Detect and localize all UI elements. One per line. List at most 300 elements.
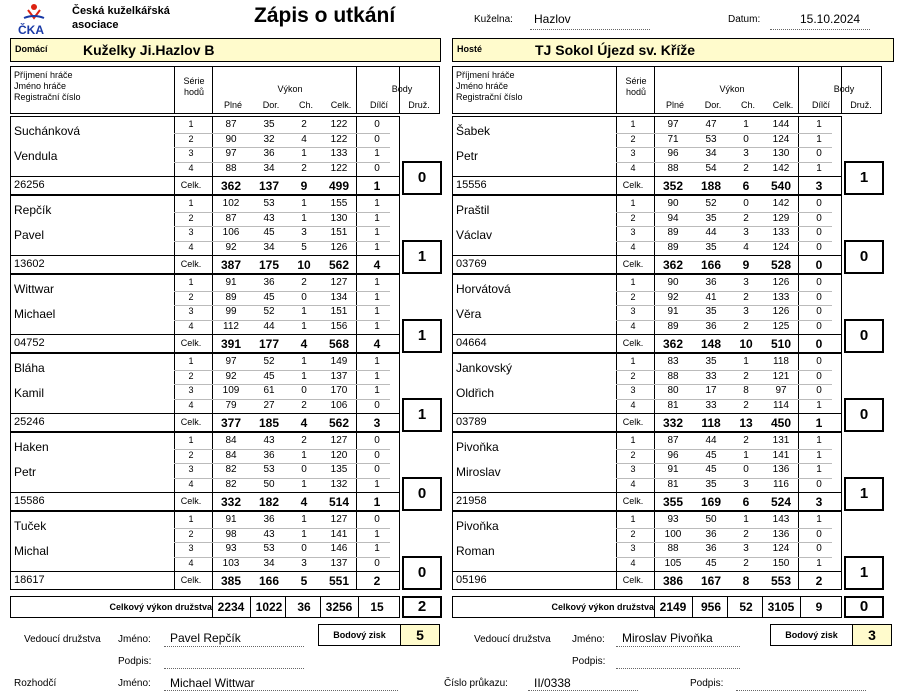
cka-logo	[14, 2, 66, 36]
home-col-celk: Celk.	[330, 100, 352, 110]
home-series-num: 1	[188, 356, 194, 366]
home-vsep	[174, 353, 175, 432]
home-cell-dor: 35	[263, 119, 275, 130]
home-cell-ch: 1	[301, 198, 307, 209]
guest-cell-plne: 88	[667, 162, 679, 174]
guest-cell-dor: 33	[705, 370, 717, 382]
home-cell-celk: 155	[330, 198, 348, 209]
home-vsep	[212, 511, 213, 590]
guest-col-player-line: Registrační číslo	[456, 92, 523, 102]
home-series-num: 1	[188, 277, 194, 287]
guest-sum-celk: 553	[770, 574, 792, 588]
home-vsep	[250, 596, 251, 618]
guest-cell-dor: 17	[705, 385, 717, 396]
home-vsep	[212, 116, 213, 195]
home-cell-plne: 92	[225, 370, 237, 382]
home-series-num: 4	[188, 320, 194, 331]
guest-team-points: 0	[844, 398, 884, 432]
guest-series-num: 3	[630, 464, 636, 474]
guest-sum-celk: 524	[770, 495, 792, 509]
home-cell-dor: 45	[263, 291, 275, 303]
home-series-num: 2	[188, 291, 194, 302]
guest-cell-celk: 118	[773, 356, 789, 367]
home-series-num: 4	[188, 241, 194, 252]
home-sum-dor: 175	[258, 258, 280, 272]
home-cell-plne: 103	[222, 557, 240, 569]
guest-col-ch: Ch.	[740, 100, 755, 110]
home-cell-ch: 1	[301, 514, 307, 525]
guest-cell-plne: 83	[667, 356, 679, 367]
guest-sum-label: Celk.	[622, 180, 644, 190]
home-series-num: 4	[188, 478, 194, 489]
guest-cell-dil: 0	[816, 198, 822, 209]
referee-name-label: Jméno:	[118, 678, 151, 689]
home-cell-celk: 146	[330, 543, 348, 554]
guest-cell-dil: 0	[816, 241, 822, 253]
home-player-reg: 04752	[14, 337, 45, 349]
guest-cell-plne: 87	[667, 435, 679, 446]
guest-player-first-name: Oldřich	[456, 386, 495, 400]
guest-col-plne: Plné	[665, 100, 684, 110]
home-cell-celk: 127	[330, 514, 348, 525]
guest-sum-dor: 148	[700, 337, 722, 351]
guest-cell-dor: 36	[705, 528, 717, 540]
guest-name-label: Jméno:	[572, 634, 605, 645]
guest-series-num: 4	[630, 557, 636, 568]
home-sign-label: Podpis:	[118, 656, 152, 667]
guest-vsep	[654, 596, 655, 618]
guest-sum-celk: 510	[770, 337, 792, 351]
home-series-num: 1	[188, 435, 194, 445]
home-cell-ch: 1	[301, 478, 307, 490]
guest-cell-plne: 96	[667, 449, 679, 461]
home-sum-ch: 10	[297, 258, 311, 272]
home-player-first-name: Kamil	[14, 386, 45, 400]
guest-cell-dil: 0	[816, 370, 822, 382]
home-cell-celk: 127	[330, 435, 348, 446]
home-sum-plne: 385	[220, 574, 242, 588]
guest-leader-label: Vedoucí družstva	[474, 634, 551, 645]
home-cell-dor: 45	[263, 227, 275, 238]
guest-sum-label: Celk.	[622, 575, 644, 585]
guest-cell-celk: 133	[772, 291, 790, 303]
home-vsep	[212, 596, 213, 618]
guest-cell-ch: 2	[743, 291, 749, 303]
guest-cell-plne: 88	[667, 543, 679, 554]
home-vsep	[212, 432, 213, 511]
guest-team-bar: Hosté TJ Sokol Újezd sv. Kříže	[452, 38, 894, 62]
home-sum-label: Celk.	[180, 575, 202, 585]
home-sum-plne: 391	[220, 337, 242, 351]
home-vsep	[174, 511, 175, 590]
home-cell-ch: 2	[301, 162, 307, 174]
guest-cell-celk: 136	[772, 528, 790, 540]
guest-cell-ch: 3	[743, 227, 749, 238]
guest-col-dor: Dor.	[704, 100, 722, 110]
home-sum-ch: 9	[300, 179, 308, 193]
guest-cell-dil: 1	[816, 119, 822, 130]
home-total-celk: 3256	[325, 600, 353, 614]
guest-cell-plne: 93	[667, 514, 679, 525]
home-sum-plne: 332	[220, 495, 242, 509]
home-vsep	[174, 66, 175, 114]
home-cell-dil: 1	[374, 306, 380, 317]
guest-vsep	[616, 116, 617, 195]
home-cell-dil: 0	[374, 449, 380, 461]
home-cell-plne: 112	[223, 320, 239, 332]
home-sum-ch: 4	[300, 337, 308, 351]
guest-sum-dil: 2	[815, 574, 823, 588]
guest-sum-line	[452, 255, 842, 256]
guest-cell-dil: 1	[816, 514, 822, 525]
home-cell-ch: 1	[301, 148, 307, 159]
guest-cell-celk: 142	[772, 162, 790, 174]
guest-sum-ch: 8	[742, 574, 750, 588]
page-title: Zápis o utkání	[254, 4, 396, 27]
guest-cell-plne: 92	[667, 291, 679, 303]
guest-col-player	[456, 70, 523, 103]
home-cell-dor: 36	[263, 148, 275, 159]
home-cell-plne: 91	[225, 514, 237, 525]
guest-vsep	[654, 274, 655, 353]
guest-sum-ch: 13	[739, 416, 753, 430]
guest-series-num: 3	[630, 306, 636, 316]
home-cell-ch: 0	[301, 543, 307, 554]
guest-total-plne: 2149	[659, 600, 687, 614]
guest-cell-ch: 0	[743, 198, 749, 209]
home-sum-celk: 551	[328, 574, 350, 588]
guest-player-reg: 05196	[456, 574, 487, 586]
home-sum-label: Celk.	[180, 338, 202, 348]
guest-col-player-line: Jméno hráče	[456, 81, 509, 91]
home-team-name: Kuželky Ji.Hazlov B	[83, 42, 215, 58]
home-cell-dil: 1	[374, 291, 380, 303]
guest-player-surname: Šabek	[456, 124, 491, 138]
home-team-points: 1	[402, 319, 442, 353]
home-leader-label: Vedoucí družstva	[24, 634, 101, 645]
guest-series-num: 2	[630, 449, 636, 460]
guest-cell-celk: 124	[772, 241, 790, 253]
home-gain-value: 5	[416, 627, 424, 643]
guest-total-dil: 9	[815, 600, 823, 614]
guest-vsep	[800, 596, 801, 618]
guest-vsep	[798, 274, 799, 353]
guest-cell-ch: 1	[743, 514, 749, 525]
guest-cell-ch: 0	[743, 133, 749, 145]
guest-cell-dil: 1	[816, 435, 822, 446]
guest-sum-plne: 332	[662, 416, 684, 430]
guest-vsep	[798, 511, 799, 590]
home-cell-dil: 1	[374, 198, 380, 209]
guest-total-team-points: 0	[844, 596, 884, 618]
home-sum-label: Celk.	[180, 417, 202, 427]
guest-cell-dor: 50	[705, 514, 717, 525]
home-cell-celk: 151	[330, 227, 348, 238]
guest-series-num: 1	[630, 119, 636, 129]
home-leader-name: Pavel Repčík	[170, 631, 241, 645]
guest-cell-celk: 126	[772, 306, 790, 317]
home-cell-ch: 1	[301, 370, 307, 382]
home-cell-dor: 36	[263, 277, 275, 288]
guest-cell-celk: 150	[772, 557, 790, 569]
home-cell-plne: 82	[225, 478, 237, 490]
guest-sum-ch: 10	[739, 337, 753, 351]
guest-sum-line	[452, 413, 842, 414]
home-cell-dor: 52	[263, 306, 275, 317]
home-series-num: 1	[188, 198, 194, 208]
home-total-plne: 2234	[217, 600, 245, 614]
guest-sum-plne: 362	[662, 258, 684, 272]
home-series-num: 4	[188, 557, 194, 568]
home-cell-celk: 122	[330, 162, 348, 174]
guest-cell-dil: 0	[816, 291, 822, 303]
home-cell-celk: 133	[330, 148, 348, 159]
home-vsep	[356, 274, 357, 353]
guest-cell-dil: 1	[816, 449, 822, 461]
home-series-num: 3	[188, 464, 194, 474]
home-player-first-name: Vendula	[14, 149, 58, 163]
home-cell-dil: 1	[374, 370, 380, 382]
home-series-num: 1	[188, 119, 194, 129]
guest-cell-dil: 0	[816, 212, 822, 224]
home-cell-dor: 27	[263, 399, 275, 411]
home-cell-dor: 34	[263, 557, 275, 569]
guest-cell-plne: 89	[667, 227, 679, 238]
guest-cell-dil: 0	[816, 227, 822, 238]
home-team-bar: Domácí Kuželky Ji.Hazlov B	[10, 38, 441, 62]
guest-series-num: 4	[630, 162, 636, 173]
home-cell-celk: 127	[330, 277, 348, 288]
home-team-points: 0	[402, 556, 442, 590]
home-player-surname: Tuček	[14, 519, 47, 533]
guest-sum-line	[452, 334, 842, 335]
guest-player-surname: Horvátová	[456, 282, 511, 296]
guest-gain-value: 3	[868, 627, 876, 643]
guest-vsep	[654, 511, 655, 590]
guest-sum-celk: 540	[770, 179, 792, 193]
guest-cell-celk: 124	[772, 543, 790, 554]
home-cell-plne: 91	[225, 277, 237, 288]
home-team-points: 1	[402, 398, 442, 432]
home-sum-celk: 562	[328, 416, 350, 430]
date-label: Datum:	[728, 14, 761, 25]
home-col-druz: Druž.	[408, 100, 430, 110]
guest-sum-line	[452, 492, 842, 493]
guest-vsep	[654, 116, 655, 195]
home-sum-label: Celk.	[180, 180, 202, 190]
home-cell-ch: 1	[301, 528, 307, 540]
guest-cell-dil: 0	[816, 306, 822, 317]
guest-cell-dil: 0	[816, 356, 822, 367]
home-sum-dil: 2	[373, 574, 381, 588]
guest-sum-dil: 0	[815, 337, 823, 351]
home-cell-ch: 4	[301, 133, 307, 145]
home-vsep	[356, 195, 357, 274]
home-player-reg: 26256	[14, 179, 45, 191]
guest-cell-dor: 45	[705, 449, 717, 461]
home-player-reg: 25246	[14, 416, 45, 428]
home-col-points: Body	[391, 84, 413, 94]
guest-series-num: 4	[630, 320, 636, 331]
guest-cell-ch: 3	[743, 148, 749, 159]
home-sum-dor: 166	[258, 574, 280, 588]
guest-player-first-name: Petr	[456, 149, 479, 163]
home-series-num: 2	[188, 133, 194, 144]
home-sum-dil: 4	[373, 258, 381, 272]
guest-cell-celk: 142	[772, 198, 790, 209]
home-cell-plne: 97	[225, 148, 237, 159]
guest-series-num: 1	[630, 435, 636, 445]
guest-cell-ch: 2	[743, 212, 749, 224]
home-sum-ch: 4	[300, 495, 308, 509]
home-player-reg: 13602	[14, 258, 45, 270]
guest-vsep	[762, 596, 763, 618]
home-cell-plne: 102	[222, 198, 240, 209]
home-col-dil: Dílčí	[370, 100, 388, 110]
guest-cell-dor: 45	[705, 557, 717, 569]
home-cell-celk: 141	[330, 528, 348, 540]
home-player-reg: 18617	[14, 574, 45, 586]
guest-player-first-name: Václav	[456, 228, 493, 242]
guest-sum-dil: 3	[815, 179, 823, 193]
home-player-first-name: Michael	[14, 307, 56, 321]
guest-player-reg: 03789	[456, 416, 487, 428]
home-cell-dor: 50	[263, 478, 275, 490]
guest-cell-dor: 33	[705, 399, 717, 411]
referee-name: Michael Wittwar	[170, 676, 255, 690]
guest-cell-celk: 136	[772, 464, 790, 475]
guest-cell-plne: 91	[667, 464, 679, 475]
home-series-num: 2	[188, 528, 194, 539]
guest-sum-dil: 1	[815, 416, 823, 430]
guest-player-surname: Pivoňka	[456, 519, 499, 533]
home-cell-dor: 36	[263, 514, 275, 525]
home-series-num: 4	[188, 162, 194, 173]
home-vsep	[174, 432, 175, 511]
home-sum-dil: 1	[373, 179, 381, 193]
home-cell-dor: 34	[263, 162, 275, 174]
guest-cell-dil: 1	[816, 162, 822, 174]
guest-cell-plne: 81	[667, 478, 679, 490]
guest-cell-celk: 133	[772, 227, 790, 238]
guest-cell-dil: 1	[816, 399, 822, 411]
guest-series-num: 1	[630, 198, 636, 208]
home-cell-celk: 170	[330, 385, 348, 396]
home-vsep	[356, 353, 357, 432]
home-total-label: Celkový výkon družstva	[109, 602, 212, 612]
guest-cell-plne: 94	[667, 212, 679, 224]
guest-vsep	[616, 353, 617, 432]
home-vsep	[356, 432, 357, 511]
guest-cell-ch: 3	[743, 543, 749, 554]
home-sum-dor: 137	[258, 179, 280, 193]
home-sum-dor: 182	[258, 495, 280, 509]
guest-vsep	[616, 195, 617, 274]
guest-sum-dil: 0	[815, 258, 823, 272]
guest-vsep	[616, 274, 617, 353]
home-cell-dil: 1	[374, 528, 380, 540]
guest-cell-plne: 96	[667, 148, 679, 159]
home-team-points: 1	[402, 240, 442, 274]
guest-cell-celk: 121	[772, 370, 790, 382]
referee-label: Rozhodčí	[14, 678, 57, 689]
alley-label: Kuželna:	[474, 14, 513, 25]
home-cell-ch: 1	[301, 449, 307, 461]
guest-cell-celk: 124	[772, 133, 790, 145]
guest-cell-plne: 100	[664, 528, 682, 540]
guest-series-num: 4	[630, 241, 636, 252]
guest-cell-dor: 47	[705, 119, 717, 130]
home-player-surname: Suchánková	[14, 124, 81, 138]
home-cell-dil: 0	[374, 514, 380, 525]
home-sum-dil: 3	[373, 416, 381, 430]
home-cell-dil: 0	[374, 119, 380, 130]
guest-cell-ch: 4	[743, 241, 749, 253]
home-cell-plne: 109	[222, 385, 240, 396]
home-vsep	[174, 116, 175, 195]
guest-cell-dor: 35	[705, 356, 717, 367]
home-cell-plne: 90	[225, 133, 237, 145]
home-cell-dor: 44	[263, 320, 275, 332]
home-cell-ch: 0	[301, 291, 307, 303]
home-cell-dor: 36	[263, 449, 275, 461]
guest-vsep	[798, 195, 799, 274]
guest-cell-plne: 88	[667, 370, 679, 382]
guest-vsep	[616, 511, 617, 590]
guest-sum-label: Celk.	[622, 259, 644, 269]
home-cell-plne: 84	[225, 449, 237, 461]
guest-gain-box: Bodový zisk 3	[770, 624, 892, 646]
guest-sum-dor: 188	[700, 179, 722, 193]
guest-sum-line	[452, 571, 842, 572]
home-cell-celk: 156	[330, 320, 348, 332]
guest-cell-plne: 89	[667, 320, 679, 332]
referee-card: II/0338	[534, 676, 571, 690]
home-cell-plne: 88	[225, 162, 237, 174]
guest-cell-celk: 126	[772, 277, 790, 288]
home-cell-dil: 1	[374, 385, 380, 396]
guest-series-num: 2	[630, 370, 636, 381]
guest-series-num: 3	[630, 543, 636, 553]
guest-cell-celk: 125	[772, 320, 790, 332]
guest-col-player-line: Příjmení hráče	[456, 70, 515, 80]
home-series-num: 2	[188, 212, 194, 223]
guest-sum-ch: 9	[742, 258, 750, 272]
guest-cell-dil: 0	[816, 478, 822, 490]
guest-col-perf: Výkon	[719, 84, 745, 94]
guest-cell-ch: 2	[743, 162, 749, 174]
home-series-num: 3	[188, 385, 194, 395]
guest-team-points: 0	[844, 240, 884, 274]
home-cell-celk: 134	[330, 291, 348, 303]
guest-cell-dil: 0	[816, 148, 822, 159]
guest-cell-dor: 36	[705, 320, 717, 332]
guest-series-num: 4	[630, 478, 636, 489]
guest-cell-dor: 35	[705, 241, 717, 253]
guest-player-first-name: Roman	[456, 544, 495, 558]
home-cell-celk: 149	[330, 356, 348, 367]
home-sum-celk: 499	[328, 179, 350, 193]
home-sum-celk: 562	[328, 258, 350, 272]
guest-total-dor: 956	[700, 600, 722, 614]
guest-series-num: 3	[630, 227, 636, 237]
guest-total-label: Celkový výkon družstva	[551, 602, 654, 612]
home-series-num: 3	[188, 306, 194, 316]
home-total-dil: 15	[370, 600, 384, 614]
home-sum-label: Celk.	[180, 496, 202, 506]
home-cell-dor: 53	[263, 543, 275, 554]
home-cell-celk: 135	[330, 464, 348, 475]
